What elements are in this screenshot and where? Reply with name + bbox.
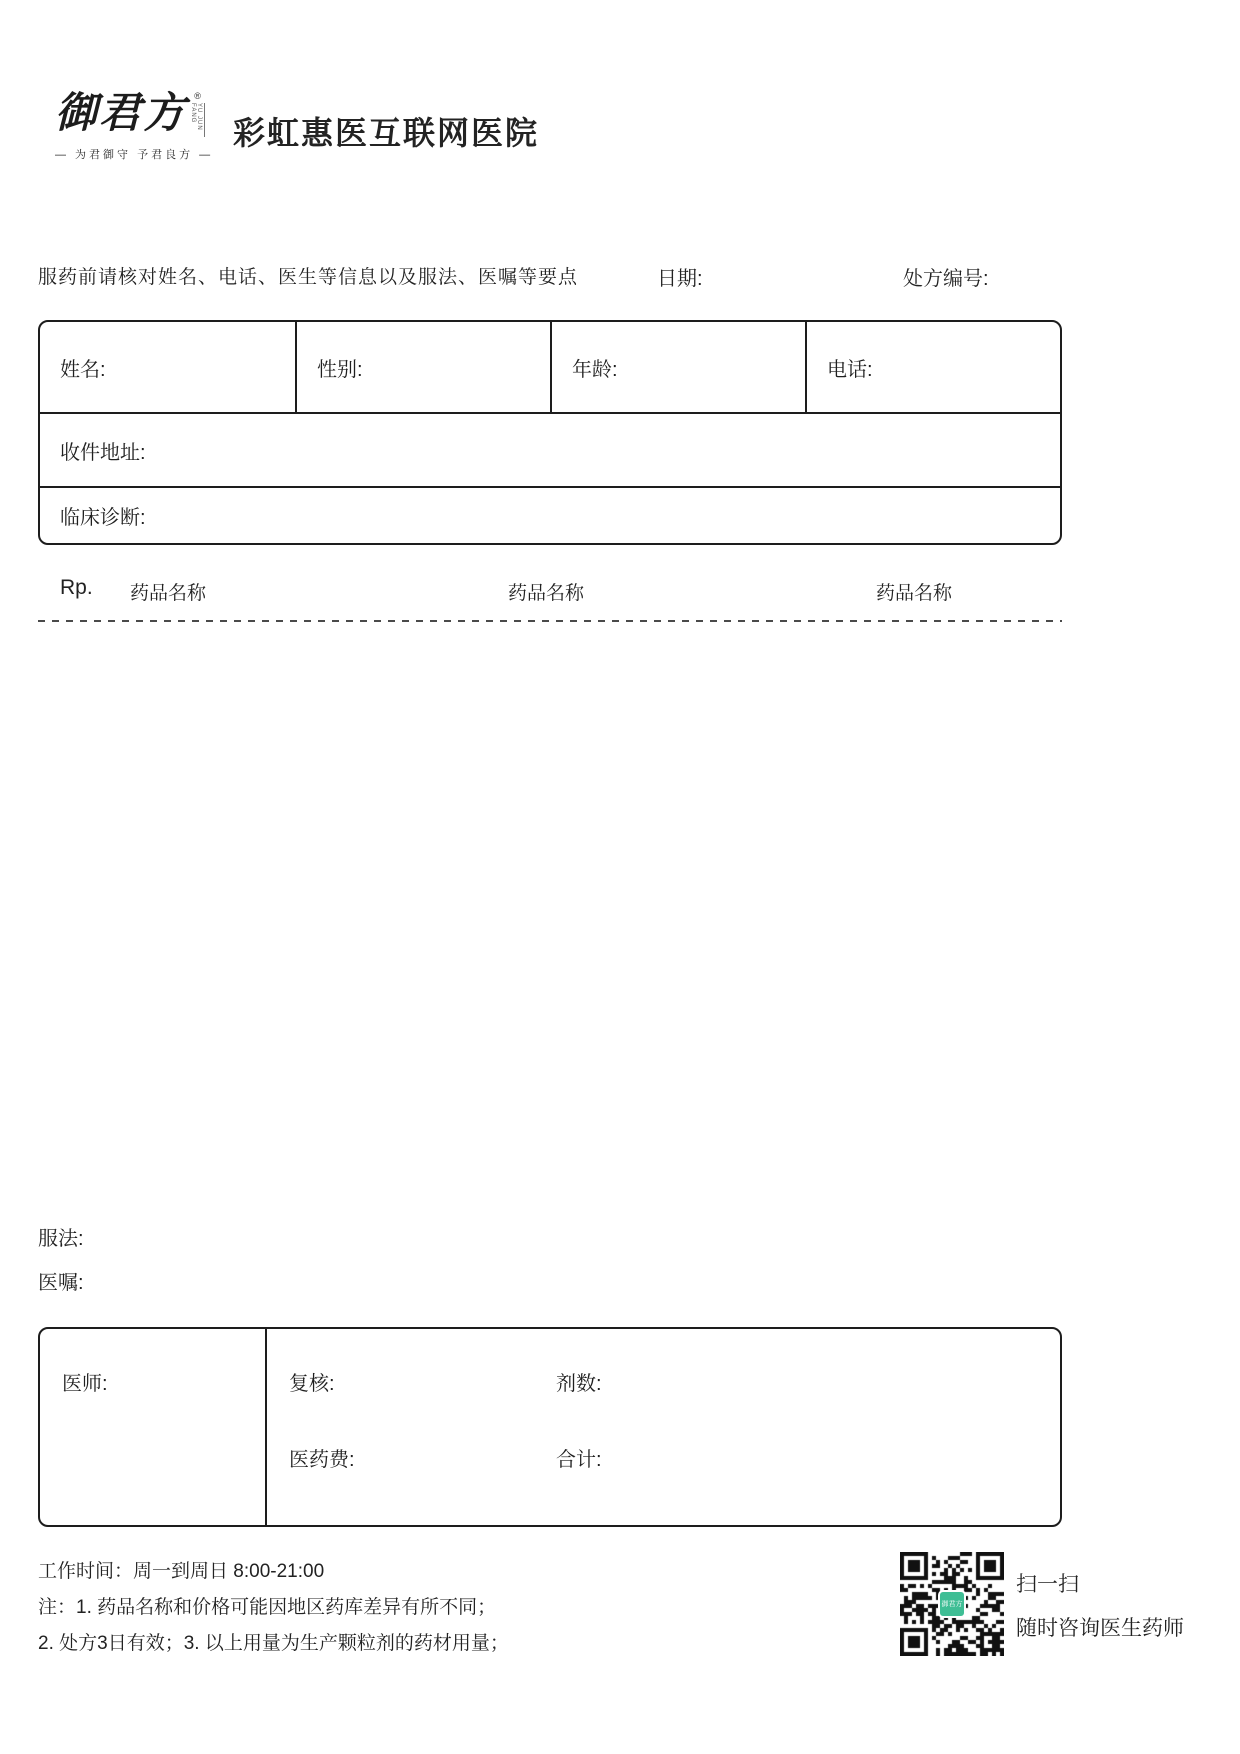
rp-label: Rp.	[60, 576, 93, 599]
note-line-2: 2. 处方3日有效；3. 以上用量为生产颗粒剂的药材用量；	[38, 1633, 509, 1654]
total-label: 合计:	[556, 1449, 602, 1471]
phone-label: 电话:	[827, 358, 873, 381]
medicine-fee-label: 医药费:	[289, 1449, 355, 1471]
clinical-diagnosis-field	[40, 488, 1060, 543]
scan-label: 扫一扫	[1016, 1573, 1079, 1596]
medicine-name-column-header: 药品名称	[876, 583, 953, 604]
doctor-advice-label: 医嘱:	[38, 1272, 84, 1294]
patient-info-box	[38, 320, 1062, 545]
usage-label: 服法:	[38, 1228, 84, 1250]
medicine-name-column-header: 药品名称	[130, 583, 207, 604]
shipping-address-field	[40, 414, 1060, 486]
gender-field	[295, 322, 550, 412]
age-field	[550, 322, 805, 412]
brand-name: 御君方	[55, 88, 188, 137]
brand-tagline: — 为君御守 予君良方 —	[55, 149, 214, 161]
prescription-number-label: 处方编号:	[903, 268, 989, 290]
patient-fields-row	[40, 322, 1060, 412]
qr-code	[900, 1552, 1004, 1656]
gender-label: 性别:	[317, 358, 363, 381]
dashed-separator	[38, 620, 1062, 622]
brand-logo	[55, 88, 225, 162]
name-label: 姓名:	[60, 358, 106, 381]
name-field	[40, 322, 295, 412]
qr-center-logo	[938, 1590, 966, 1618]
review-label: 复核:	[289, 1373, 335, 1395]
signature-fee-box	[38, 1327, 1062, 1527]
doctor-label: 医师:	[62, 1373, 108, 1395]
qr-center-brand-text: 御君方	[941, 1601, 963, 1608]
dose-count-label: 剂数:	[556, 1373, 602, 1395]
scan-sub-label: 随时咨询医生药师	[1016, 1617, 1184, 1640]
brand-name-pinyin: YU JUN FANG	[190, 103, 205, 137]
work-hours: 工作时间：周一到周日 8:00-21:00	[38, 1561, 325, 1582]
registered-trademark-icon: ®	[194, 91, 201, 101]
date-label: 日期:	[657, 268, 703, 290]
hospital-name: 彩虹惠医互联网医院	[233, 115, 540, 151]
brand-logo-side	[190, 92, 205, 137]
column-divider	[265, 1329, 267, 1525]
shipping-address-label: 收件地址:	[60, 441, 146, 464]
verification-notice: 服药前请核对姓名、电话、医生等信息以及服法、医嘱等要点	[38, 267, 579, 288]
medicine-name-column-header: 药品名称	[508, 583, 585, 604]
clinical-diagnosis-label: 临床诊断:	[60, 507, 146, 529]
phone-field	[805, 322, 1060, 412]
note-line-1: 注：1. 药品名称和价格可能因地区药库差异有所不同；	[38, 1597, 497, 1618]
age-label: 年龄:	[572, 358, 618, 381]
